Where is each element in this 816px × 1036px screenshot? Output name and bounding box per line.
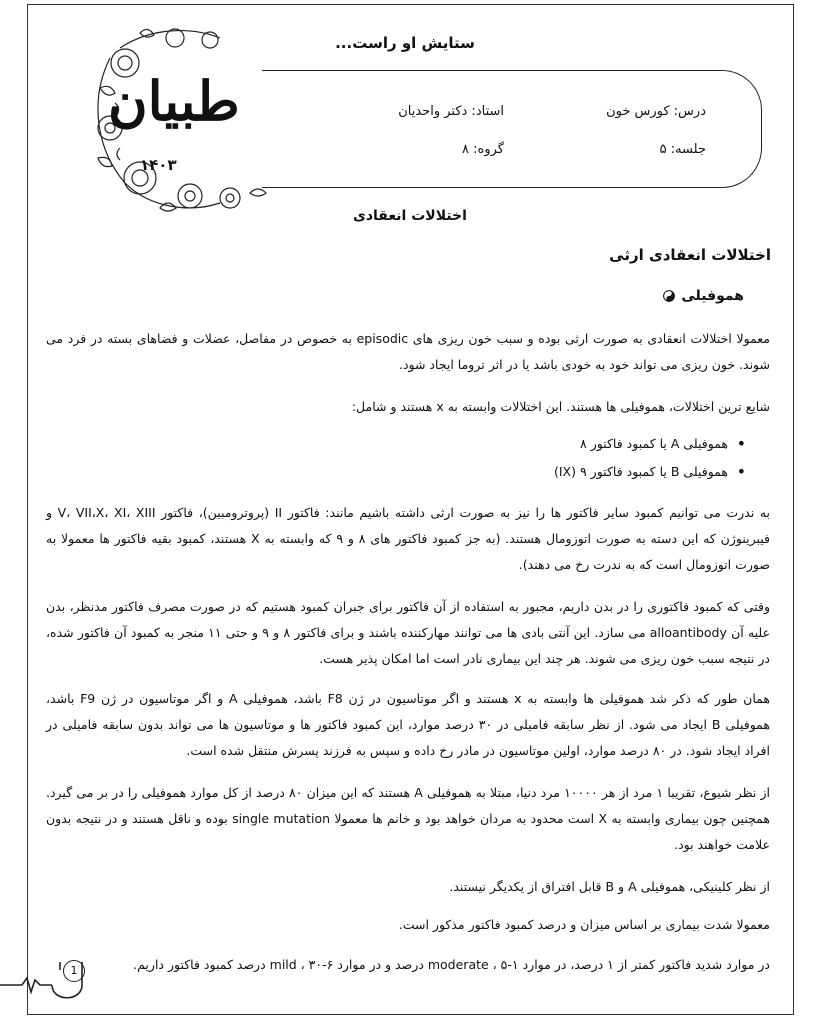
group-label: گروه: ۸ xyxy=(462,142,504,157)
list-item: • هموفیلی B یا کمبود فاکتور ۹ (IX) xyxy=(554,458,748,486)
session-label: جلسه: ۵ xyxy=(659,142,706,157)
teacher-label: استاد: دکتر واحدیان xyxy=(398,104,504,119)
yin-yang-bullet-icon xyxy=(663,290,675,302)
logo-year: ۱۴۰۳ xyxy=(140,156,177,174)
paragraph: از نظر شیوع، تقریبا ۱ مرد از هر ۱۰۰۰۰ مرد دنیا، مبتلا به هموفیلی A هستند که این میزان ۸۰ درصد از کل موارد هموفیلی را در بر می گیرد. همچنین چون بیماری وابسته به X است محدود به مردان خواهد بود و خانم ها معمولا single mutation بوده و ناقل هستند و در نتیجه بدون علامت خواهند بود. xyxy=(46,785,770,852)
paragraph: به ندرت می توانیم کمبود سایر فاکتور ها را نیز به صورت ارثی داشته باشیم مانند: فاکتور II (پروترومبین)، فاکتور V، VII،X، XI، XIII و فیبرینوژن که این دسته به صورت اتوزومال هستند. (به جز کمبود فاکتور های ۸ و ۹ که وابسته به X هستند، کمبود بقیه فاکتور ها معمولا به صورت اتوزومال است که به ندرت رخ می دهند). xyxy=(46,505,771,572)
paragraph: وقتی که کمبود فاکتوری را در بدن داریم، مجبور به استفاده از آن فاکتور برای جبران کمبود هستیم که در صورت مصرف فاکتور مدنظر، بدن علیه آن alloantibody می سازد. این آنتی بادی ها می توانند مهارکننده باشند و برای فاکتور ۸ و ۹ و حتی ۱۱ منجر به کمبود آن فاکتور شده، در نتیجه سبب خون ریزی می شوند. هر چند این بیماری نادر است اما امکان پذیر هست. xyxy=(46,599,771,666)
header-info-box xyxy=(262,70,762,188)
blessing-heading: ستایش او راست... xyxy=(335,34,475,52)
stethoscope-icon xyxy=(0,950,120,1010)
paragraph: معمولا اختلالات انعقادی به صورت ارثی بوده و سبب خون ریزی های episodic به خصوص در مفاصل، عضلات و فضاهای بسته در فرد می شوند. خون ریزی می تواند خود به خودی باشد یا در اثر تروما ایجاد شود. xyxy=(46,331,770,372)
subsection-title: هموفیلی xyxy=(681,288,744,304)
topic-title: اختلالات انعقادی xyxy=(353,208,467,224)
paragraph: از نظر کلینیکی، هموفیلی A و B قابل افتراق از یکدیگر نیستند. xyxy=(449,879,770,894)
paragraph: شایع ترین اختلالات، هموفیلی ها هستند. این اختلالات وابسته به x هستند و شامل: xyxy=(351,399,770,414)
paragraph: معمولا شدت بیماری بر اساس میزان و درصد کمبود فاکتور مذکور است. xyxy=(398,917,770,932)
course-label: درس: کورس خون xyxy=(606,104,706,119)
subsection-heading xyxy=(663,288,744,304)
page-number: 1 xyxy=(63,960,85,982)
section-title: اختلالات انعقادی ارثی xyxy=(609,246,771,264)
paragraph: در موارد شدید فاکتور کمتر از ۱ درصد، در موارد moderate ، ۵-۱ درصد و در موارد mild ، ۳۰-۶ درصد کمبود فاکتور داریم. xyxy=(133,957,770,972)
list-item: • هموفیلی A یا کمبود فاکتور ۸ xyxy=(554,430,748,458)
logo-wordmark: طبیان xyxy=(108,69,240,133)
hemophilia-types-list xyxy=(554,430,748,486)
paragraph: همان طور که ذکر شد هموفیلی ها وابسته به x هستند و اگر موتاسیون در ژن F8 باشد، هموفیلی A و اگر موتاسیون در ژن F9 باشد، هموفیلی B ایجاد می شود. از نظر سابقه فامیلی در ۳۰ درصد موارد، این کمبود فاکتور ها و موتاسیون ها می تواند بدون سابقه فامیلی در افراد ایجاد شود. در ۸۰ درصد موارد، اولین موتاسیون در مادر رخ داده و سپس به فرزند پسرش منتقل شده است. xyxy=(46,691,771,758)
